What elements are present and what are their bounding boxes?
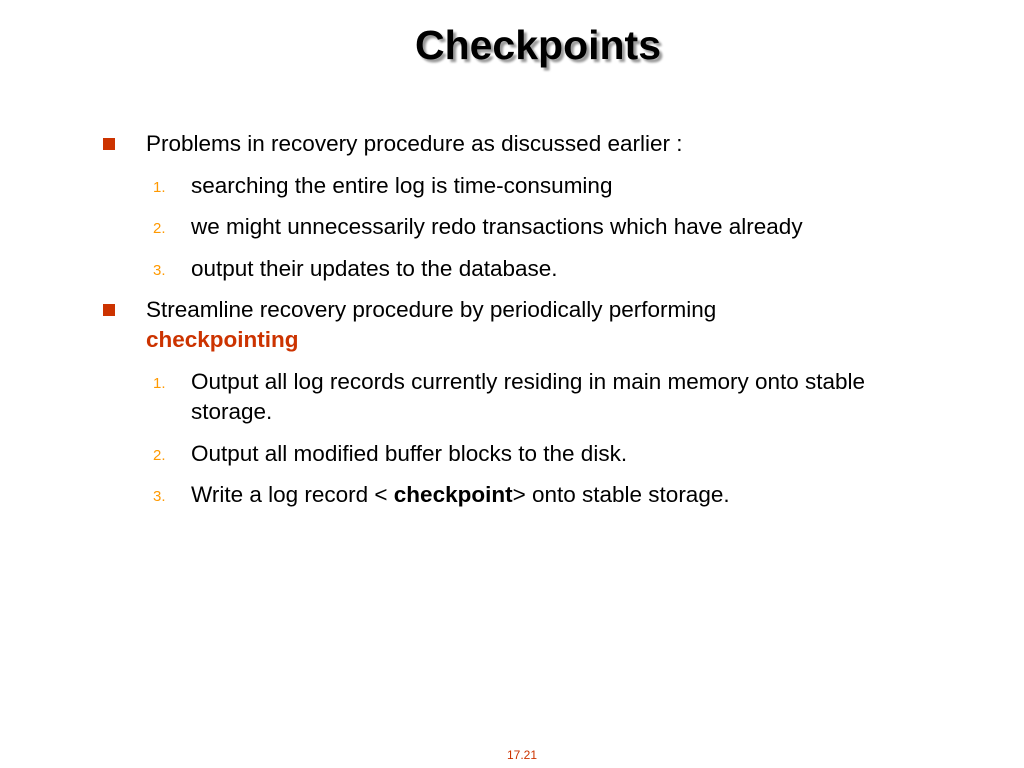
bullet-text: Streamline recovery procedure by periodically performing	[146, 297, 717, 322]
bullet-problems	[146, 129, 926, 159]
list-item	[153, 171, 931, 201]
item-number: 3.	[153, 488, 166, 505]
bullet-streamline	[146, 295, 926, 355]
highlight-term: checkpointing	[146, 327, 299, 352]
item-number: 3.	[153, 262, 166, 279]
list-item	[153, 480, 931, 510]
item-number: 1.	[153, 179, 166, 196]
item-number: 2.	[153, 447, 166, 464]
item-number: 2.	[153, 220, 166, 237]
item-text-pre: Write a log record <	[191, 482, 394, 507]
bullet-text: Problems in recovery procedure as discussed earlier :	[146, 131, 683, 156]
item-number: 1.	[153, 375, 166, 392]
item-text: output their updates to the database.	[191, 256, 558, 281]
item-text: we might unnecessarily redo transactions which have already	[191, 214, 803, 239]
item-text-post: > onto stable storage.	[512, 482, 730, 507]
square-bullet-icon	[103, 138, 115, 150]
page-number: 17.21	[506, 748, 538, 762]
list-item	[153, 254, 931, 284]
list-item	[153, 439, 931, 469]
item-text: searching the entire log is time-consuming	[191, 173, 613, 198]
item-text: Output all modified buffer blocks to the disk.	[191, 441, 628, 466]
checkpoint-term: checkpoint	[393, 482, 513, 507]
square-bullet-icon	[103, 304, 115, 316]
item-text: Output all log records currently residing in main memory onto stable storage.	[191, 369, 866, 424]
list-item	[153, 212, 931, 242]
list-item	[153, 367, 891, 427]
slide-title: Checkpoints	[414, 22, 662, 68]
